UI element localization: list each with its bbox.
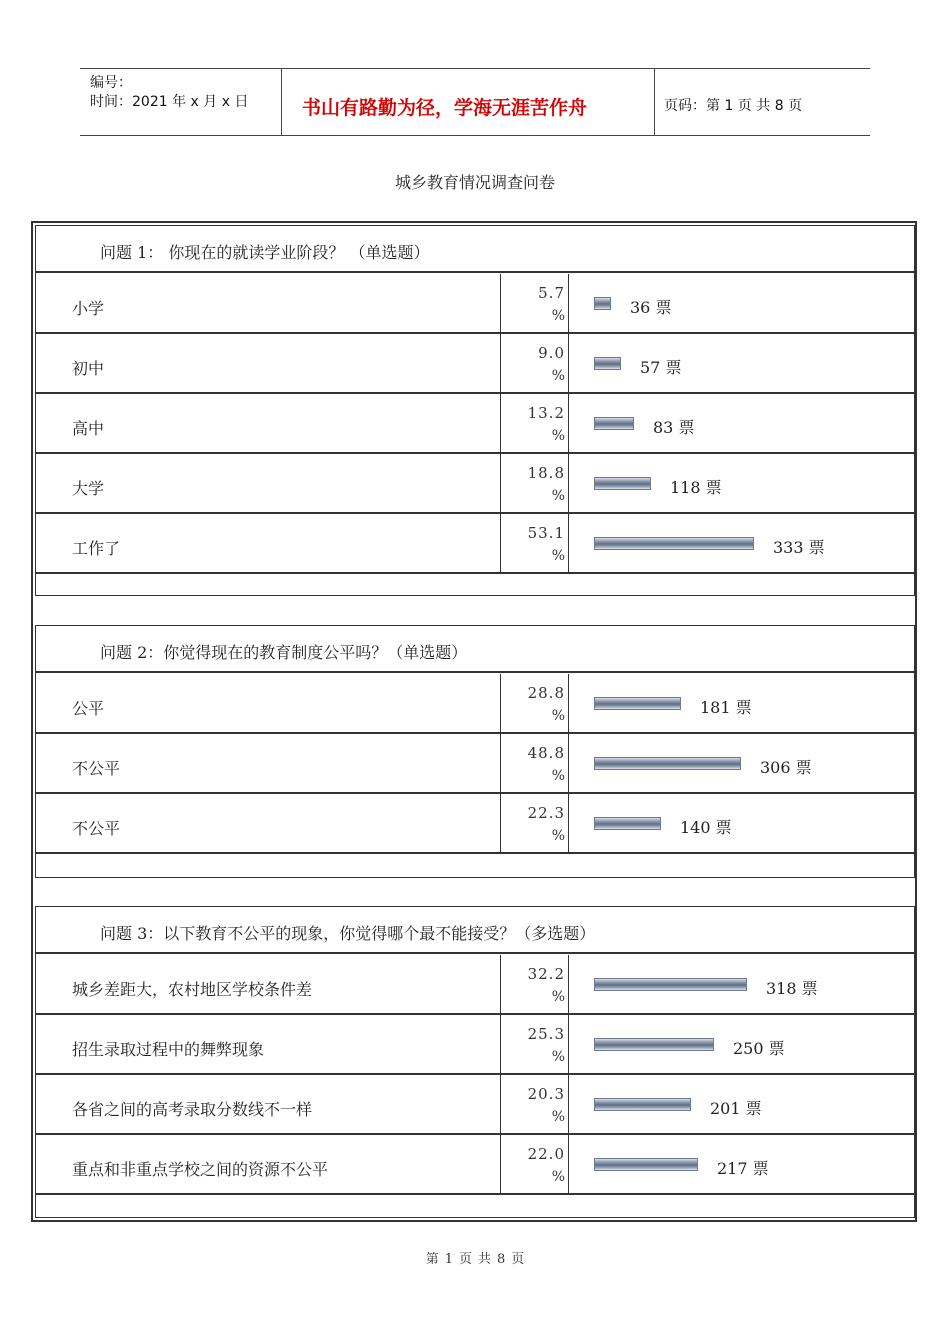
bar-cell [569,1015,914,1073]
percent-sign: % [551,828,565,844]
bar-cell [569,955,914,1013]
footer-ye-2: 页 [511,1252,525,1267]
header-divider-left [281,68,282,136]
answer-label: 高中 [72,419,105,438]
percent-cell [500,394,569,452]
vote-bar [594,417,634,430]
answer-row [36,334,914,392]
answer-label: 城乡差距大，农村地区学校条件差 [72,980,313,999]
percent-cell [500,1075,569,1133]
question-header [36,226,914,273]
percent-sign: % [551,708,565,724]
answer-label: 初中 [72,359,105,378]
header-time: 时间：2021 年 x 月 x 日 [90,94,249,110]
bar-cell [569,794,914,852]
vote-count: 83 票 [653,418,695,437]
answer-row [36,734,914,792]
footer-ye: 页 [458,1252,472,1267]
percent-sign: % [551,368,565,384]
percent-cell [500,734,569,792]
vote-bar [594,1158,698,1171]
percent-sign: % [551,768,565,784]
page-footer [0,1248,950,1267]
vote-bar [594,477,651,490]
header-top-rule [80,68,870,69]
percent-cell [500,674,569,732]
header-motto: 书山有路勤为径，学海无涯苦作舟 [302,97,588,119]
question-text: 问题 1： 你现在的就读学业阶段？ （单选题） [100,243,430,262]
percent-cell [500,1015,569,1073]
percent-value: 22.0 [527,1145,565,1163]
percent-sign: % [551,428,565,444]
bar-cell [569,334,914,392]
answer-row [36,454,914,512]
footer-di: 第 [425,1252,439,1267]
answer-row [36,1135,914,1193]
vote-bar [594,757,741,770]
percent-cell [500,274,569,332]
bar-cell [569,514,914,572]
vote-bar [594,297,611,310]
answer-label: 招生录取过程中的舞弊现象 [72,1040,265,1059]
footer-total-pages: 8 [497,1252,506,1267]
vote-bar [594,817,661,830]
answer-row [36,1075,914,1133]
vote-bar [594,357,621,370]
percent-cell [500,955,569,1013]
percent-value: 32.2 [527,965,565,983]
answer-row [36,394,914,452]
page-title: 城乡教育情况调查问卷 [394,173,555,192]
vote-count: 250 票 [733,1039,785,1058]
answer-label: 不公平 [72,819,121,838]
percent-sign: % [551,308,565,324]
answer-label: 各省之间的高考录取分数线不一样 [72,1100,313,1119]
question-header [36,907,914,954]
percent-value: 13.2 [527,404,565,422]
bar-cell [569,274,914,332]
percent-cell [500,514,569,572]
answer-label: 大学 [72,479,105,498]
percent-value: 25.3 [527,1025,565,1043]
vote-count: 140 票 [680,818,732,837]
vote-count: 201 票 [710,1099,762,1118]
row-divider [36,572,914,574]
vote-bar [594,1098,691,1111]
answer-row [36,514,914,572]
header-bottom-rule [80,135,870,136]
percent-sign: % [551,989,565,1005]
vote-bar [594,1038,714,1051]
percent-sign: % [551,1169,565,1185]
percent-sign: % [551,488,565,504]
vote-count: 217 票 [717,1159,769,1178]
answer-row [36,955,914,1013]
question-text: 问题 3：以下教育不公平的现象，你觉得哪个最不能接受？（多选题） [100,924,596,943]
bar-cell [569,454,914,512]
bar-cell [569,674,914,732]
vote-count: 181 票 [700,698,752,717]
answer-row [36,1015,914,1073]
bar-cell [569,1075,914,1133]
row-divider [36,1193,914,1195]
percent-sign: % [551,548,565,564]
answer-label: 公平 [72,699,105,718]
header-divider-right [654,68,655,136]
answer-row [36,274,914,332]
vote-count: 318 票 [766,979,818,998]
answer-label: 小学 [72,299,105,318]
footer-gong: 共 [478,1252,492,1267]
percent-sign: % [551,1109,565,1125]
footer-page-number: 1 [444,1252,453,1267]
vote-count: 36 票 [630,298,672,317]
answer-row [36,674,914,732]
percent-cell [500,454,569,512]
percent-value: 22.3 [527,804,565,822]
percent-cell [500,334,569,392]
question-text: 问题 2：你觉得现在的教育制度公平吗？（单选题） [100,643,468,662]
vote-bar [594,978,747,991]
row-divider [36,852,914,854]
answer-label: 工作了 [72,539,121,558]
answer-row [36,794,914,852]
vote-count: 57 票 [640,358,682,377]
vote-count: 306 票 [760,758,812,777]
header-number: 编号： [90,75,132,91]
vote-bar [594,697,681,710]
bar-cell [569,1135,914,1193]
vote-bar [594,537,754,550]
bar-cell [569,394,914,452]
percent-value: 53.1 [527,524,565,542]
percent-value: 28.8 [527,684,565,702]
percent-cell [500,794,569,852]
question-header [36,626,914,673]
percent-value: 20.3 [527,1085,565,1103]
percent-cell [500,1135,569,1193]
bar-cell [569,734,914,792]
percent-value: 5.7 [538,284,565,302]
answer-label: 重点和非重点学校之间的资源不公平 [72,1160,329,1179]
vote-count: 333 票 [773,538,825,557]
percent-sign: % [551,1049,565,1065]
answer-label: 不公平 [72,759,121,778]
percent-value: 18.8 [527,464,565,482]
header-page-code: 页码：第 1 页 共 8 页 [664,98,803,114]
percent-value: 48.8 [527,744,565,762]
percent-value: 9.0 [538,344,565,362]
vote-count: 118 票 [670,478,722,497]
